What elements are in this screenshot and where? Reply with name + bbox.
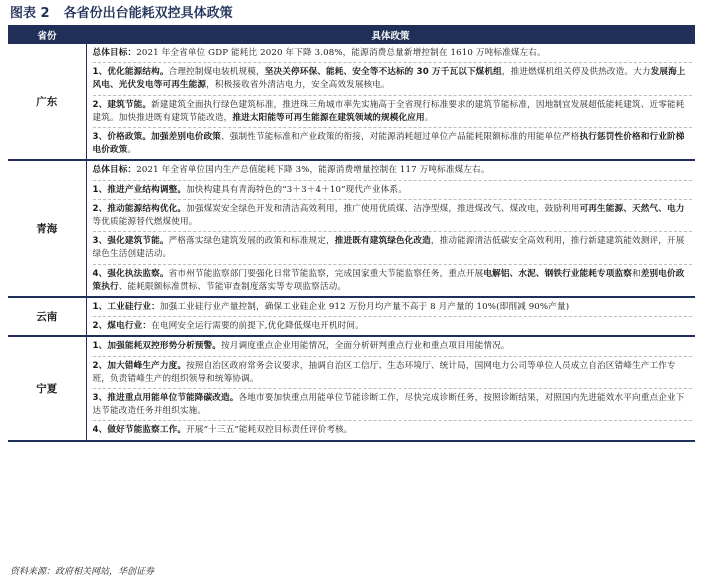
item-emphasis: 推进太阳能等可再生能源在建筑领域的规模化应用 xyxy=(232,112,425,123)
policy-item xyxy=(93,421,693,439)
item-emphasis: 执行惩罚性价格和行业阶梯电价政策 xyxy=(92,132,685,156)
item-emphasis: 可再生能源、天然气、电力 xyxy=(579,203,685,214)
province-yunnan: 云南 xyxy=(8,297,86,336)
policy-item xyxy=(93,44,693,63)
item-text: ，推进燃煤机组关停及供热改造。大力 xyxy=(501,67,651,78)
policy-item xyxy=(93,63,693,95)
province-guangdong: 广东 xyxy=(8,44,86,160)
province-ningxia: 宁夏 xyxy=(8,336,86,440)
item-text: ，积极接收省外清洁电力，安全高效发展核电。 xyxy=(206,80,390,91)
policy-item xyxy=(93,96,693,128)
item-label: 2、建筑节能。 xyxy=(92,99,152,110)
item-text: 2021 年全省单位 GDP 能耗比 2020 年下降 3.08%，能源消费总量新增控制在 1610 万吨标准煤左右。 xyxy=(136,48,546,58)
item-text: 加强工业硅行业产量控制，确保工业硅企业 912 万份月均产量不高于 8 月产量的 10%(即削减 90%产量) xyxy=(159,302,570,313)
item-text: ，推动能源清洁低碳安全高效利用，推行新建建筑能效测评，开展绿色生活创建活动。 xyxy=(92,236,685,260)
policy-table xyxy=(8,25,695,442)
item-text: 合理控制煤电装机规模， xyxy=(168,67,265,78)
item-label: 1、加强能耗双控形势分析预警。 xyxy=(92,341,222,352)
policy-item xyxy=(93,298,693,317)
item-label: 1、推进产业结构调整。 xyxy=(92,184,187,195)
item-label: 2、加大错峰生产力度。 xyxy=(92,360,187,371)
item-text: 、能耗限额标准贯标、节能审查制度落实等专项监察活动。 xyxy=(118,281,347,292)
figure-title xyxy=(10,3,233,25)
item-text: 加快构建具有青海特色的“3＋3＋4＋10”现代产业体系。 xyxy=(186,184,407,195)
policy-item xyxy=(93,181,693,200)
item-emphasis: 发展海上风电、光伏发电等可再生能源 xyxy=(92,67,686,91)
item-label: 总体目标： xyxy=(92,165,137,176)
item-text: 各地市要加快重点用能单位节能诊断工作，尽快完成诊断任务，按照诊断结果，对照国内先进能效水平向重点企业下达节能改造任务并组织实施。 xyxy=(92,393,685,417)
item-text: 按照自治区政府常务会议要求，抽调自治区工信厅、生态环境厅、统计局，国网电力公司等单位人员成立自治区错峰生产工作专班，负责错峰生产的组织领导和统筹协调。 xyxy=(92,360,676,384)
policy-item xyxy=(93,200,693,232)
table-header xyxy=(8,25,695,44)
item-label: 1、工业硅行业： xyxy=(92,302,160,313)
item-text: 新建建筑全面执行绿色建筑标准，推进珠三角城市率先实施高于全省现行标准要求的建筑节能标准，因地制宜发展超低能耗建筑、近零能耗建筑。加快推进既有建筑节能改造， xyxy=(92,99,685,123)
item-text: 省市州节能监察部门要强化日常节能监察，完成国家重大节能监察任务，重点开展 xyxy=(168,268,484,279)
table-row-guangdong xyxy=(8,44,695,160)
policy-item xyxy=(93,161,693,180)
policy-item xyxy=(93,389,693,421)
item-text: 。 xyxy=(424,112,434,123)
item-text: 和 xyxy=(632,268,641,279)
policy-item xyxy=(93,357,693,389)
item-text: 开展“十三五”能耗双控目标责任评价考核。 xyxy=(186,425,353,436)
item-label: 3、强化建筑节能。 xyxy=(92,236,169,247)
item-emphasis: 差别电价政策执行 xyxy=(92,268,685,292)
policy-cell-guangdong xyxy=(86,44,695,160)
item-emphasis: 电解铝、水泥、钢铁行业能耗专项监察 xyxy=(483,268,633,279)
item-emphasis: 推进既有建筑绿色化改造 xyxy=(334,236,431,247)
item-text: 在电网安全运行需要的前提下,优化降低煤电开机时间。 xyxy=(151,321,364,332)
item-label: 4、做好节能监察工作。 xyxy=(92,425,187,436)
figure-number: 图表 2 xyxy=(10,6,50,21)
item-label: 3、推进重点用能单位节能降碳改造。 xyxy=(92,393,239,404)
policy-item xyxy=(93,232,693,264)
item-label: 4、强化执法监察。 xyxy=(92,268,169,279)
item-label: 1、优化能源结构。 xyxy=(92,67,169,78)
table-row-qinghai xyxy=(8,160,695,297)
item-emphasis: 坚决关停环保、能耗、安全等不达标的 30 万千瓦以下煤机组 xyxy=(264,67,502,78)
header-policy: 具体政策 xyxy=(86,25,695,44)
province-qinghai: 青海 xyxy=(8,160,86,297)
table-row-ningxia xyxy=(8,336,695,440)
table-row-yunnan xyxy=(8,297,695,336)
item-text: 。 xyxy=(127,145,137,156)
policy-cell-ningxia xyxy=(86,336,695,440)
policy-item xyxy=(93,317,693,335)
policy-cell-yunnan xyxy=(86,297,695,336)
policy-item xyxy=(93,337,693,356)
source-note: 资料来源：政府相关网站，华创证券 xyxy=(10,567,155,577)
item-label: 3、价格政策。 xyxy=(92,132,152,143)
policy-item xyxy=(93,265,693,296)
item-text: 2021 年全省单位国内生产总值能耗下降 3%，能源消费增量控制在 117 万吨标准煤左右。 xyxy=(136,165,490,176)
policy-item xyxy=(93,128,693,159)
item-label: 2、煤电行业： xyxy=(92,321,152,332)
policy-cell-qinghai xyxy=(86,160,695,297)
item-text: 加强煤炭安全绿色开发和清洁高效利用，推广使用优质煤、洁净型煤，推进煤改气、煤改电，鼓励利用 xyxy=(186,203,580,214)
figure-caption: 各省份出台能耗双控具体政策 xyxy=(63,6,233,21)
item-text: 等优质能源替代燃煤使用。 xyxy=(92,217,198,228)
item-label: 总体目标： xyxy=(92,48,137,58)
item-text: 、强制性节能标准和产业政策的衔接，对能源消耗超过单位产品能耗限额标准的用能单位严格 xyxy=(221,132,580,143)
header-province: 省份 xyxy=(8,25,86,44)
item-text: 按月调度重点企业用能情况，全面分析研判重点行业和重点项目用能情况。 xyxy=(221,341,510,352)
item-label: 2、推动能源结构优化。 xyxy=(92,203,187,214)
item-text: 严格落实绿色建筑发展的政策和标准规定， xyxy=(168,236,335,247)
item-emphasis: 加强差别电价政策 xyxy=(151,132,222,143)
